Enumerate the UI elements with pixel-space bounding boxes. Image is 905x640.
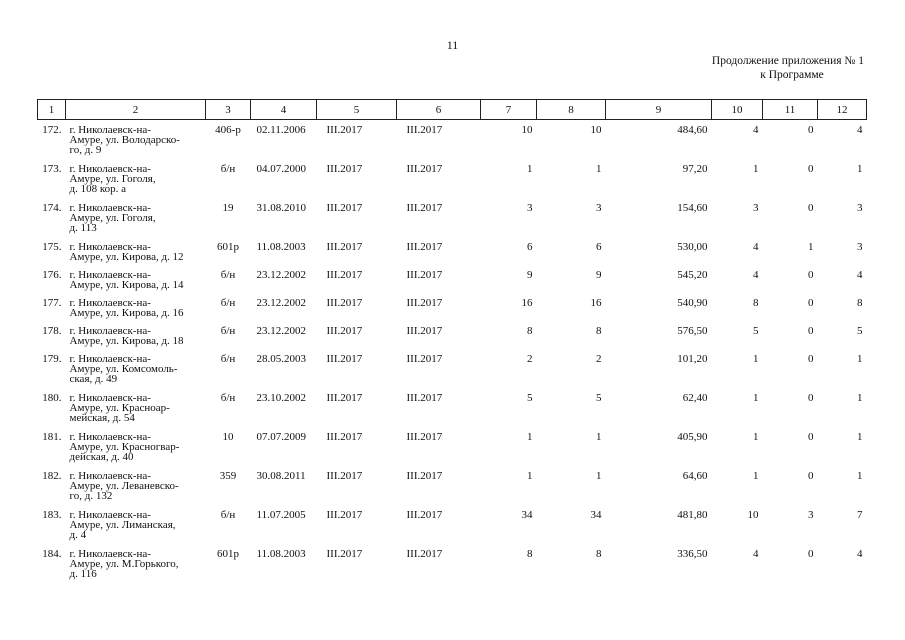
table-row [38,237,867,265]
address-line: г. Николаевск-на- [69,430,151,443]
col-12-value: 1 [857,430,863,443]
document-number: б/н [220,391,236,404]
col-12-value: 1 [857,469,863,482]
col-11-value: 1 [808,240,814,253]
address-cell [66,349,206,388]
col-11-value: 0 [808,469,814,482]
address-line: г. Николаевск-на- [69,469,151,482]
address-cell [66,293,206,321]
col-12-value: 8 [857,296,863,309]
area-value: 481,80 [677,508,708,521]
col-8-value: 34 [590,508,602,521]
col-7-value: 16 [521,296,533,309]
header-cell: 1 [38,100,66,120]
document-date: 23.12.2002 [256,296,306,309]
col-10-value: 1 [753,162,759,175]
table-row [38,388,867,427]
end-quarter: III.2017 [406,352,443,365]
col-12-value: 4 [857,124,863,136]
start-quarter: III.2017 [326,296,363,309]
address-line: Амуре, ул. Леваневско- [69,479,179,492]
row-number: 174. [42,201,62,214]
start-quarter: III.2017 [326,124,363,136]
col-12-value: 4 [857,268,863,281]
area-value: 62,40 [682,391,708,404]
address-line: г. Николаевск-на- [69,201,151,214]
col-7-value: 2 [527,352,533,365]
col-11-value: 0 [808,268,814,281]
document-date: 31.08.2010 [256,201,306,214]
address-line: Амуре, ул. Кирова, д. 14 [69,278,184,291]
address-line: г. Николаевск-на- [69,124,151,136]
document-number: б/н [220,324,236,337]
header-cell: 7 [481,100,537,120]
end-quarter: III.2017 [406,508,443,521]
header-cell: 10 [712,100,763,120]
address-line: г. Николаевск-на- [69,391,151,404]
address-line: г. Николаевск-на- [69,508,151,521]
address-cell [66,321,206,349]
col-12-value: 7 [857,508,863,521]
col-7-value: 6 [527,240,533,253]
end-quarter: III.2017 [406,391,443,404]
document-number: 10 [222,430,234,443]
document-number: б/н [220,352,236,365]
col-8-value: 5 [596,391,602,404]
address-cell [66,388,206,427]
col-7-value: 1 [527,469,533,482]
address-line: го, д. 9 [69,144,102,156]
address-line: Амуре, ул. Комсомоль- [69,362,178,375]
start-quarter: III.2017 [326,268,363,281]
row-number: 178. [42,324,62,337]
address-cell [66,265,206,293]
address-line: г. Николаевск-на- [69,324,151,337]
address-cell [66,120,206,159]
document-date: 23.12.2002 [256,268,306,281]
document-date: 23.10.2002 [256,391,306,404]
area-value: 530,00 [677,240,708,253]
address-cell [66,427,206,466]
area-value: 101,20 [677,352,708,365]
document-date: 11.08.2003 [256,240,306,253]
start-quarter: III.2017 [326,508,363,521]
start-quarter: III.2017 [326,240,363,253]
address-cell [66,466,206,505]
area-value: 336,50 [677,547,708,560]
col-7-value: 8 [527,547,533,560]
row-number: 176. [42,268,62,281]
col-8-value: 8 [596,324,602,337]
col-11-value: 0 [808,162,814,175]
start-quarter: III.2017 [326,324,363,337]
row-number: 172. [42,124,62,136]
address-line: Амуре, ул. Володарско- [69,134,180,146]
document-date: 30.08.2011 [256,469,306,482]
address-line: д. 4 [69,528,87,541]
address-line: ская, д. 49 [69,372,118,385]
area-value: 545,20 [677,268,708,281]
area-value: 484,60 [677,124,708,136]
table-row [38,427,867,466]
start-quarter: III.2017 [326,391,363,404]
end-quarter: III.2017 [406,324,443,337]
address-line: дейская, д. 40 [69,450,134,463]
address-cell [66,159,206,198]
start-quarter: III.2017 [326,430,363,443]
header-cell: 11 [763,100,818,120]
col-11-value: 0 [808,124,814,136]
end-quarter: III.2017 [406,296,443,309]
col-8-value: 6 [596,240,602,253]
col-7-value: 5 [527,391,533,404]
col-10-value: 1 [753,352,759,365]
row-number: 182. [42,469,62,482]
start-quarter: III.2017 [326,352,363,365]
document-date: 28.05.2003 [256,352,306,365]
col-11-value: 0 [808,352,814,365]
program-table [37,99,867,583]
address-line: Амуре, ул. Красноар- [69,401,170,414]
table-row [38,293,867,321]
document-number: б/н [220,162,236,175]
appendix-line-1: Продолжение приложения № 1 [711,55,864,67]
col-11-value: 0 [808,201,814,214]
header-cell: 4 [251,100,317,120]
header-cell: 6 [397,100,481,120]
end-quarter: III.2017 [406,547,443,560]
table-row [38,544,867,583]
document-number: 406-р [215,124,241,136]
end-quarter: III.2017 [406,162,443,175]
end-quarter: III.2017 [406,430,443,443]
document-date: 11.07.2005 [256,508,306,521]
address-line: г. Николаевск-на- [69,547,151,560]
address-line: г. Николаевск-на- [69,240,151,253]
appendix-note [600,54,864,82]
table-header [38,100,867,120]
col-11-value: 0 [808,430,814,443]
col-12-value: 1 [857,162,863,175]
row-number: 179. [42,352,62,365]
col-10-value: 4 [753,547,759,560]
header-cell: 2 [66,100,206,120]
start-quarter: III.2017 [326,201,363,214]
col-7-value: 9 [527,268,533,281]
address-cell [66,237,206,265]
col-10-value: 3 [753,201,759,214]
document-date: 07.07.2009 [256,430,306,443]
start-quarter: III.2017 [326,469,363,482]
table-row [38,265,867,293]
address-cell [66,544,206,583]
address-line: Амуре, ул. Кирова, д. 18 [69,334,184,347]
col-10-value: 1 [753,430,759,443]
col-10-value: 4 [753,268,759,281]
col-11-value: 3 [808,508,814,521]
address-line: д. 116 [69,567,97,580]
table-row [38,466,867,505]
area-value: 64,60 [682,469,708,482]
col-7-value: 1 [527,430,533,443]
col-7-value: 34 [521,508,533,521]
area-value: 154,60 [677,201,708,214]
row-number: 180. [42,391,62,404]
start-quarter: III.2017 [326,547,363,560]
header-cell: 9 [606,100,712,120]
document-date: 23.12.2002 [256,324,306,337]
col-10-value: 4 [753,240,759,253]
area-value: 405,90 [677,430,708,443]
col-10-value: 4 [753,124,759,136]
row-number: 183. [42,508,62,521]
document-number: 601р [217,240,239,253]
col-7-value: 8 [527,324,533,337]
address-line: мейская, д. 54 [69,411,135,424]
address-line: г. Николаевск-на- [69,296,151,309]
area-value: 576,50 [677,324,708,337]
col-8-value: 2 [596,352,602,365]
page-number: 11 [446,38,459,52]
col-12-value: 3 [857,240,863,253]
col-12-value: 3 [857,201,863,214]
table-row [38,505,867,544]
address-line: Амуре, ул. Лиманская, [69,518,176,531]
col-8-value: 10 [590,124,602,136]
col-8-value: 8 [596,547,602,560]
row-number: 173. [42,162,62,175]
table-row [38,159,867,198]
col-8-value: 1 [596,162,602,175]
document-date: 02.11.2006 [256,124,306,136]
document-number: 359 [219,469,237,482]
header-cell: 3 [206,100,251,120]
col-10-value: 5 [753,324,759,337]
col-11-value: 0 [808,391,814,404]
document-number: б/н [220,508,236,521]
col-8-value: 3 [596,201,602,214]
document-number: б/н [220,268,236,281]
row-number: 177. [42,296,62,309]
address-line: Амуре, ул. Гоголя, [69,211,156,224]
appendix-line-2: к Программе [760,69,824,81]
row-number: 175. [42,240,62,253]
col-11-value: 0 [808,296,814,309]
col-8-value: 16 [590,296,602,309]
row-number: 184. [42,547,62,560]
end-quarter: III.2017 [406,201,443,214]
col-8-value: 9 [596,268,602,281]
header-cell: 8 [537,100,606,120]
col-10-value: 8 [753,296,759,309]
row-number: 181. [42,430,62,443]
col-12-value: 1 [857,391,863,404]
address-line: г. Николаевск-на- [69,268,151,281]
table-row [38,349,867,388]
col-7-value: 1 [527,162,533,175]
col-8-value: 1 [596,469,602,482]
col-10-value: 1 [753,391,759,404]
area-value: 97,20 [682,162,708,175]
address-line: д. 113 [69,221,97,234]
address-line: Амуре, ул. М.Горького, [69,557,179,570]
col-12-value: 1 [857,352,863,365]
col-8-value: 1 [596,430,602,443]
address-line: Амуре, ул. Кирова, д. 16 [69,306,184,319]
header-cell: 12 [818,100,867,120]
col-12-value: 5 [857,324,863,337]
address-cell [66,505,206,544]
address-line: г. Николаевск-на- [69,352,151,365]
address-line: го, д. 132 [69,489,113,502]
document-date: 04.07.2000 [256,162,306,175]
address-line: Амуре, ул. Красногвар- [69,440,180,453]
document-number: 601р [217,547,239,560]
end-quarter: III.2017 [406,469,443,482]
address-line: д. 108 кор. а [69,182,127,195]
col-7-value: 10 [521,124,533,136]
document-number: 19 [222,201,234,214]
col-11-value: 0 [808,324,814,337]
end-quarter: III.2017 [406,240,443,253]
document-date: 11.08.2003 [256,547,306,560]
start-quarter: III.2017 [326,162,363,175]
end-quarter: III.2017 [406,268,443,281]
col-10-value: 1 [753,469,759,482]
col-12-value: 4 [857,547,863,560]
area-value: 540,90 [677,296,708,309]
header-cell: 5 [317,100,397,120]
table-row [38,321,867,349]
col-7-value: 3 [527,201,533,214]
address-cell [66,198,206,237]
address-line: Амуре, ул. Гоголя, [69,172,156,185]
table-row [38,198,867,237]
address-line: г. Николаевск-на- [69,162,151,175]
address-line: Амуре, ул. Кирова, д. 12 [69,250,184,263]
table-row [38,120,867,159]
end-quarter: III.2017 [406,124,443,136]
col-11-value: 0 [808,547,814,560]
document-number: б/н [220,296,236,309]
col-10-value: 10 [747,508,759,521]
